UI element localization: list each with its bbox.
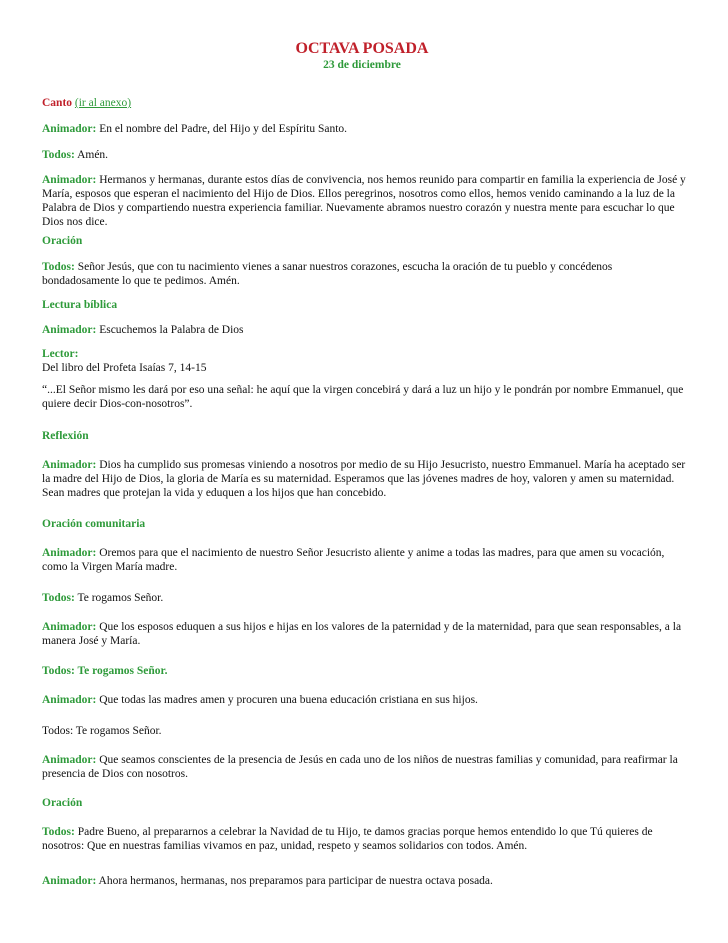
speaker-label: Todos:	[42, 149, 75, 161]
document-header	[272, 40, 452, 72]
heading-oracion-2: Oración	[42, 797, 83, 809]
paragraph-13	[42, 753, 692, 781]
paragraph-11	[42, 693, 692, 707]
speaker-label: Animador:	[42, 754, 97, 766]
speaker-label: Animador:	[42, 621, 97, 633]
reading-reference: Del libro del Profeta Isaías 7, 14-15	[42, 362, 207, 374]
paragraph-text: Escuchemos la Palabra de Dios	[96, 324, 244, 336]
paragraph-5	[42, 323, 692, 337]
speaker-label: Animador:	[42, 123, 97, 135]
paragraph-text: Que todas las madres amen y procuren una buena educación cristiana en sus hijos.	[96, 694, 478, 706]
page-date: 23 de diciembre	[323, 59, 401, 71]
paragraph-7	[42, 546, 692, 574]
scripture-quote: “...El Señor mismo les dará por eso una señal: he aquí que la virgen concebirá y dará a luz un hijo y le pondrán por nombre Emmanuel, que quiere decir Dios-con-nosotros”.	[42, 384, 684, 410]
paragraph-text: Señor Jesús, que con tu nacimiento vienes a sanar nuestros corazones, escucha la oración de tu pueblo y concédenos bondadosamente lo que te pedimos. Amén.	[42, 261, 613, 287]
speaker-label: Animador:	[42, 324, 97, 336]
paragraph-text: Ahora hermanos, hermanas, nos preparamos para participar de nuestra octava posada.	[96, 875, 493, 887]
paragraph-4	[42, 260, 692, 288]
speaker-label: Lector:	[42, 348, 79, 360]
paragraph-3	[42, 173, 692, 229]
paragraph-2	[42, 148, 692, 162]
paragraph-10: Todos: Te rogamos Señor.	[42, 665, 168, 677]
lector-block	[42, 347, 692, 375]
speaker-label: Animador:	[42, 875, 97, 887]
canto-line	[42, 96, 692, 110]
speaker-label: Todos:	[42, 261, 75, 273]
speaker-label: Todos:	[42, 826, 75, 838]
paragraph-text: Hermanos y hermanas, durante estos días de convivencia, nos hemos reunido para compartir en familia la experiencia de José y María, esposos que esperan el nacimiento del Hijo de Dios. Ellos peregrinos, nosotros como ellos, hemos venido caminando a la luz de la Palabra de Dios y compartiendo nuestra experiencia familiar. Nuevamente abramos nuestro corazón y nuestra mente para escuchar lo que Dios nos dice.	[42, 174, 686, 228]
paragraph-6	[42, 458, 692, 500]
heading-lectura: Lectura bíblica	[42, 299, 118, 311]
speaker-label: Animador:	[42, 694, 97, 706]
annex-link[interactable]: (ir al anexo)	[74, 97, 132, 109]
canto-label: Canto	[42, 97, 73, 109]
paragraph-14	[42, 825, 692, 853]
heading-oracion: Oración	[42, 235, 83, 247]
paragraph-9	[42, 620, 692, 648]
paragraph-text: Oremos para que el nacimiento de nuestro Señor Jesucristo aliente y anime a todas las madres, para que amen su vocación, como la Virgen María madre.	[42, 547, 665, 573]
paragraph-12: Todos: Te rogamos Señor.	[42, 725, 162, 737]
paragraph-1	[42, 122, 692, 136]
speaker-label: Animador:	[42, 459, 97, 471]
document-page	[42, 40, 692, 887]
paragraph-8	[42, 591, 692, 605]
page-title: OCTAVA POSADA	[295, 40, 429, 57]
paragraph-text: Te rogamos Señor.	[74, 592, 164, 604]
paragraph-15	[42, 874, 692, 888]
paragraph-text: Que seamos conscientes de la presencia de Jesús en cada uno de los niños de nuestras familias y comunidad, para reafirmar la presencia de Dios con nosotros.	[42, 754, 678, 780]
paragraph-text: En el nombre del Padre, del Hijo y del Espíritu Santo.	[96, 123, 348, 135]
paragraph-text: Que los esposos eduquen a sus hijos e hijas en los valores de la paternidad y de la maternidad, para que sean responsables, a la manera José y María.	[42, 621, 682, 647]
speaker-label: Animador:	[42, 174, 97, 186]
paragraph-text: Dios ha cumplido sus promesas viniendo a nosotros por medio de su Hijo Jesucristo, nuestro Emmanuel. María ha aceptado ser la madre del Hijo de Dios, la gloria de María es su maternidad. Esperamos que las jóvenes madres de hoy, valoren y amen su maternidad. Sean madres que protejan la vida y eduquen a los hijos que han concebido.	[42, 459, 686, 499]
paragraph-text: Padre Bueno, al prepararnos a celebrar la Navidad de tu Hijo, te damos gracias porque hemos entendido lo que Tú quieres de nosotros: Que en nuestras familias vivamos en paz, unidad, respeto y seamos solidarios con todos. Amén.	[42, 826, 653, 852]
speaker-label: Todos:	[42, 592, 75, 604]
paragraph-text: Amén.	[74, 149, 109, 161]
speaker-label: Animador:	[42, 547, 97, 559]
heading-comunitaria: Oración comunitaria	[42, 518, 146, 530]
heading-reflexion: Reflexión	[42, 430, 89, 442]
